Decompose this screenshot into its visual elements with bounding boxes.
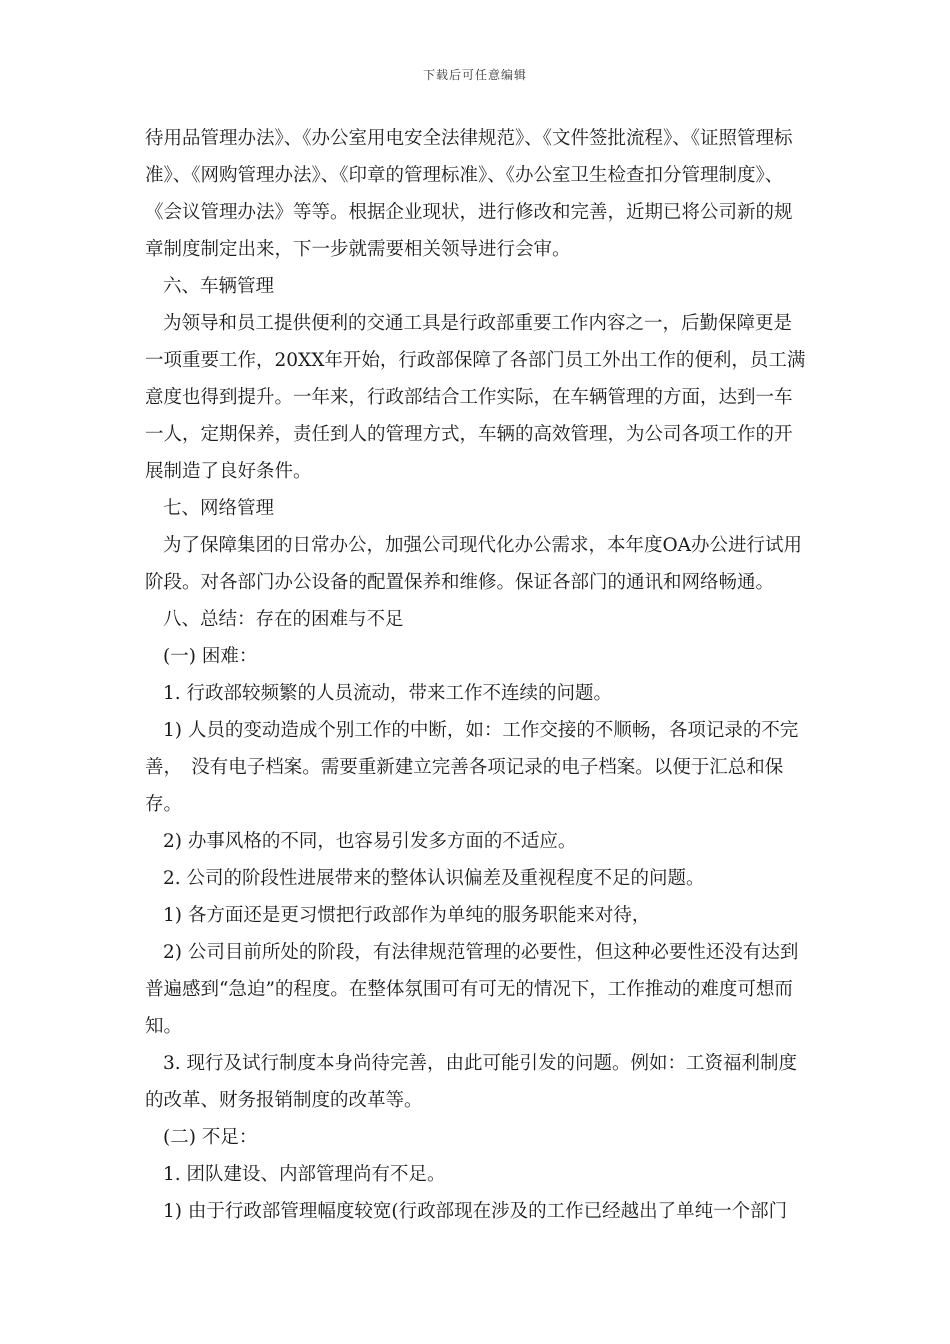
list-item-b1: 1. 团队建设、内部管理尚有不足。: [163, 1164, 446, 1185]
list-item-1-2: 2) 办事风格的不同，也容易引发多方面的不适应。: [163, 831, 577, 852]
list-item-2: 2. 公司的阶段性进展带来的整体认识偏差及重视程度不足的问题。: [163, 868, 705, 889]
subheading-difficulties: (一) 困难：: [163, 646, 258, 667]
list-item-1: 1. 行政部较频繁的人员流动，带来工作不连续的问题。: [163, 683, 613, 704]
list-item-3: 3. 现行及试行制度本身尚待完善，由此可能引发的问题。例如：工资福利制度的改革、财务报销制度的改革等。: [145, 1053, 798, 1111]
heading-network-management: 七、网络管理: [163, 498, 275, 519]
list-item-2-2: 2) 公司目前所处的阶段，有法律规范管理的必要性，但这种必要性还没有达到普遍感到“急迫”的程度。在整体氛围可有可无的情况下，工作推动的难度可想而知。: [145, 942, 799, 1037]
document-body: [145, 120, 808, 1230]
subheading-shortcomings: (二) 不足：: [163, 1127, 258, 1148]
paragraph-regulations: 待用品管理办法》、《办公室用电安全法律规范》、《文件签批流程》、《证照管理标准》、《网购管理办法》、《印章的管理标准》、《办公室卫生检查扣分管理制度》、《会议管理办法》等等。根据企业现状，进行修改和完善，近期已将公司新的规章制度制定出来，下一步就需要相关领导进行会审。: [145, 128, 793, 260]
list-item-2-1: 1) 各方面还是更习惯把行政部作为单纯的服务职能来对待，: [163, 905, 651, 926]
paragraph-vehicle-management: 为领导和员工提供便利的交通工具是行政部重要工作内容之一，后勤保障更是一项重要工作，20XX年开始，行政部保障了各部门员工外出工作的便利，员工满意度也得到提升。一年来，行政部结合工作实际，在车辆管理的方面，达到一车一人，定期保养，责任到人的管理方式，车辆的高效管理，为公司各项工作的开展制造了良好条件。: [145, 313, 806, 482]
paragraph-network-management: 为了保障集团的日常办公，加强公司现代化办公需求，本年度OA办公进行试用阶段。对各部门办公设备的配置保养和维修。保证各部门的通讯和网络畅通。: [145, 535, 803, 593]
page-header: 下载后可任意编辑: [422, 68, 527, 82]
list-item-1-1: 1) 人员的变动造成个别工作的中断，如：工作交接的不顺畅，各项记录的不完善， 没有电子档案。需要重新建立完善各项记录的电子档案。以便于汇总和保存。: [145, 720, 799, 815]
list-item-b1-1: 1) 由于行政部管理幅度较宽(行政部现在涉及的工作已经越出了单纯一个部门: [163, 1201, 788, 1222]
heading-vehicle-management: 六、车辆管理: [163, 276, 275, 297]
heading-summary: 八、总结：存在的困难与不足: [163, 609, 404, 630]
